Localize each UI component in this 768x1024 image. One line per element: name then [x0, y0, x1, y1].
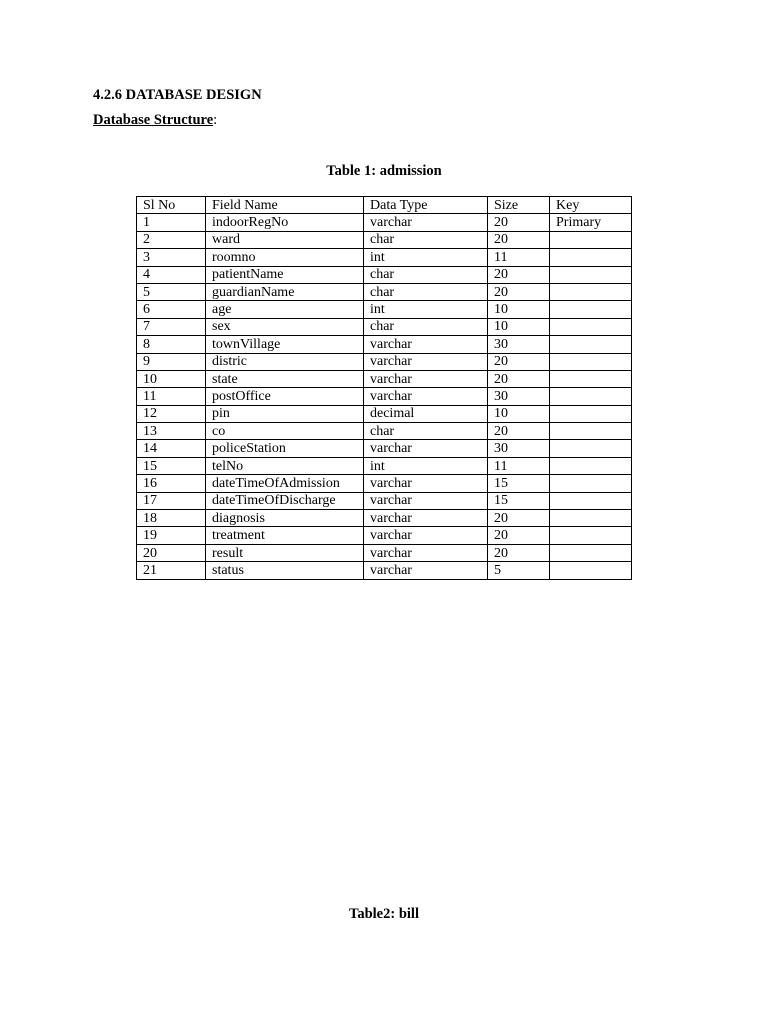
column-header-key: Key	[550, 197, 632, 214]
cell-field-name: policeStation	[206, 440, 364, 457]
cell-key	[550, 231, 632, 248]
cell-data-type: int	[364, 301, 488, 318]
cell-size: 11	[488, 249, 550, 266]
cell-size: 20	[488, 214, 550, 231]
cell-data-type: varchar	[364, 492, 488, 509]
cell-sl-no: 5	[137, 283, 206, 300]
cell-data-type: varchar	[364, 544, 488, 561]
cell-field-name: ward	[206, 231, 364, 248]
table-row	[137, 249, 632, 266]
subheading-colon: :	[213, 112, 218, 128]
cell-data-type: char	[364, 318, 488, 335]
cell-data-type: char	[364, 283, 488, 300]
cell-data-type: int	[364, 457, 488, 474]
cell-data-type: char	[364, 266, 488, 283]
cell-sl-no: 21	[137, 562, 206, 579]
cell-field-name: diagnosis	[206, 510, 364, 527]
cell-key	[550, 283, 632, 300]
cell-sl-no: 13	[137, 423, 206, 440]
cell-key	[550, 510, 632, 527]
cell-size: 20	[488, 231, 550, 248]
cell-data-type: char	[364, 231, 488, 248]
cell-size: 20	[488, 266, 550, 283]
cell-size: 20	[488, 510, 550, 527]
cell-size: 20	[488, 423, 550, 440]
cell-data-type: varchar	[364, 475, 488, 492]
cell-data-type: char	[364, 423, 488, 440]
cell-sl-no: 12	[137, 405, 206, 422]
column-header-sl-no: Sl No	[137, 197, 206, 214]
admission-table	[136, 196, 632, 580]
column-header-field-name: Field Name	[206, 197, 364, 214]
cell-sl-no: 10	[137, 370, 206, 387]
cell-sl-no: 3	[137, 249, 206, 266]
cell-sl-no: 6	[137, 301, 206, 318]
table-caption-admission: Table 1: admission	[326, 163, 442, 179]
cell-data-type: varchar	[364, 353, 488, 370]
cell-field-name: guardianName	[206, 283, 364, 300]
table-row	[137, 231, 632, 248]
cell-key	[550, 249, 632, 266]
cell-size: 20	[488, 353, 550, 370]
cell-field-name: dateTimeOfAdmission	[206, 475, 364, 492]
cell-key	[550, 492, 632, 509]
cell-sl-no: 9	[137, 353, 206, 370]
cell-size: 20	[488, 527, 550, 544]
table-row	[137, 318, 632, 335]
cell-field-name: pin	[206, 405, 364, 422]
cell-data-type: int	[364, 249, 488, 266]
cell-data-type: varchar	[364, 510, 488, 527]
cell-size: 5	[488, 562, 550, 579]
cell-sl-no: 14	[137, 440, 206, 457]
cell-size: 11	[488, 457, 550, 474]
cell-key	[550, 266, 632, 283]
cell-data-type: varchar	[364, 214, 488, 231]
cell-size: 20	[488, 370, 550, 387]
cell-key	[550, 562, 632, 579]
subheading-text: Database Structure	[93, 112, 214, 128]
cell-data-type: varchar	[364, 370, 488, 387]
cell-size: 30	[488, 440, 550, 457]
table-header-row	[137, 197, 632, 214]
cell-field-name: result	[206, 544, 364, 561]
table-row	[137, 475, 632, 492]
table-row	[137, 301, 632, 318]
cell-key	[550, 353, 632, 370]
cell-sl-no: 7	[137, 318, 206, 335]
cell-size: 20	[488, 283, 550, 300]
cell-sl-no: 2	[137, 231, 206, 248]
cell-size: 20	[488, 544, 550, 561]
cell-key: Primary	[550, 214, 632, 231]
cell-key	[550, 405, 632, 422]
cell-key	[550, 388, 632, 405]
cell-data-type: varchar	[364, 336, 488, 353]
table-row	[137, 562, 632, 579]
cell-sl-no: 20	[137, 544, 206, 561]
cell-sl-no: 18	[137, 510, 206, 527]
cell-key	[550, 301, 632, 318]
cell-sl-no: 8	[137, 336, 206, 353]
cell-field-name: patientName	[206, 266, 364, 283]
cell-field-name: townVillage	[206, 336, 364, 353]
cell-field-name: roomno	[206, 249, 364, 266]
cell-field-name: telNo	[206, 457, 364, 474]
cell-field-name: age	[206, 301, 364, 318]
cell-field-name: treatment	[206, 527, 364, 544]
column-header-size: Size	[488, 197, 550, 214]
table-row	[137, 353, 632, 370]
cell-size: 10	[488, 405, 550, 422]
cell-key	[550, 457, 632, 474]
cell-field-name: postOffice	[206, 388, 364, 405]
cell-field-name: status	[206, 562, 364, 579]
cell-key	[550, 318, 632, 335]
cell-sl-no: 17	[137, 492, 206, 509]
admission-table-body	[137, 214, 632, 579]
table-row	[137, 336, 632, 353]
database-structure-subheading	[93, 112, 217, 129]
cell-data-type: varchar	[364, 527, 488, 544]
table-row	[137, 283, 632, 300]
table-row	[137, 370, 632, 387]
table-row	[137, 440, 632, 457]
table-row	[137, 544, 632, 561]
cell-sl-no: 1	[137, 214, 206, 231]
cell-data-type: decimal	[364, 405, 488, 422]
table-row	[137, 388, 632, 405]
cell-data-type: varchar	[364, 562, 488, 579]
table-row	[137, 510, 632, 527]
column-header-data-type: Data Type	[364, 197, 488, 214]
cell-sl-no: 19	[137, 527, 206, 544]
cell-key	[550, 527, 632, 544]
cell-key	[550, 475, 632, 492]
table-row	[137, 457, 632, 474]
cell-key	[550, 370, 632, 387]
cell-field-name: co	[206, 423, 364, 440]
table-row	[137, 214, 632, 231]
cell-size: 10	[488, 301, 550, 318]
cell-field-name: sex	[206, 318, 364, 335]
cell-field-name: indoorRegNo	[206, 214, 364, 231]
cell-size: 30	[488, 336, 550, 353]
cell-sl-no: 4	[137, 266, 206, 283]
table-row	[137, 266, 632, 283]
section-heading: 4.2.6 DATABASE DESIGN	[93, 87, 262, 103]
cell-key	[550, 544, 632, 561]
cell-sl-no: 15	[137, 457, 206, 474]
cell-key	[550, 423, 632, 440]
cell-field-name: dateTimeOfDischarge	[206, 492, 364, 509]
cell-size: 15	[488, 492, 550, 509]
cell-key	[550, 336, 632, 353]
table-caption-bill: Table2: bill	[349, 906, 419, 922]
cell-data-type: varchar	[364, 388, 488, 405]
table-row	[137, 492, 632, 509]
cell-field-name: state	[206, 370, 364, 387]
cell-size: 15	[488, 475, 550, 492]
cell-key	[550, 440, 632, 457]
cell-size: 10	[488, 318, 550, 335]
table-row	[137, 527, 632, 544]
cell-sl-no: 16	[137, 475, 206, 492]
cell-size: 30	[488, 388, 550, 405]
table-row	[137, 405, 632, 422]
cell-sl-no: 11	[137, 388, 206, 405]
cell-field-name: distric	[206, 353, 364, 370]
table-row	[137, 423, 632, 440]
cell-data-type: varchar	[364, 440, 488, 457]
